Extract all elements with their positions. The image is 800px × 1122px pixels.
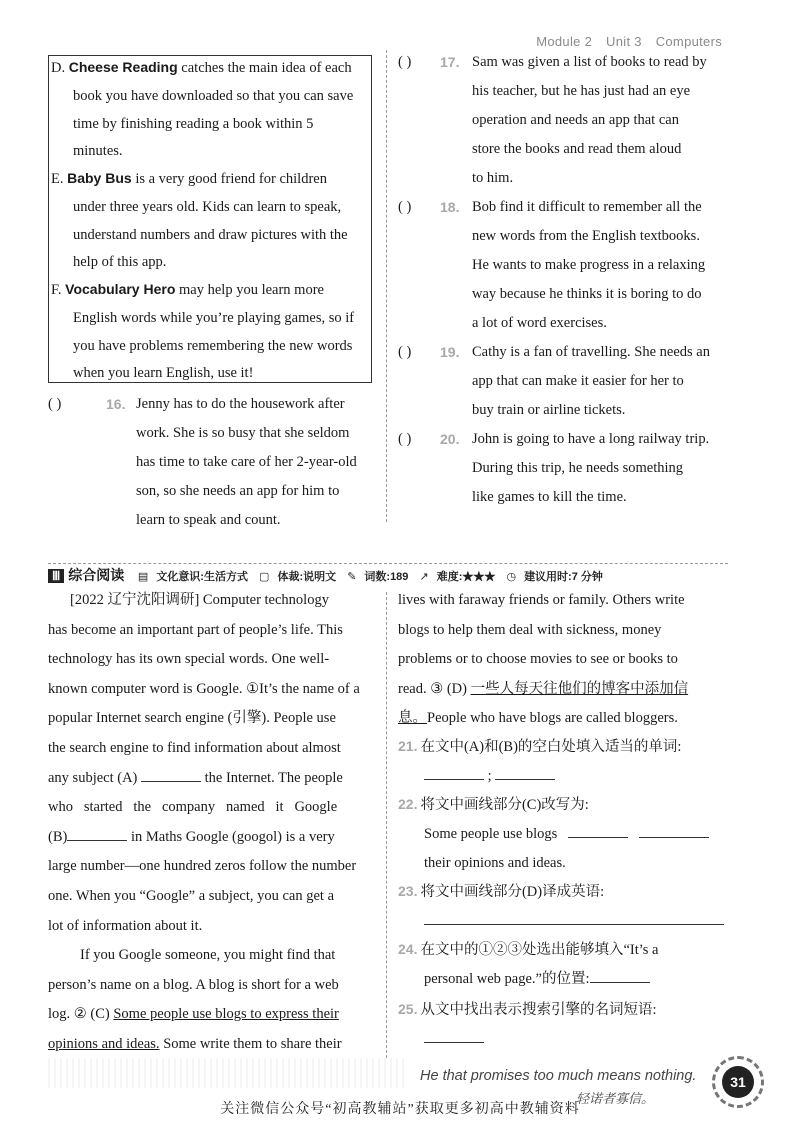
section-header: [48, 565, 603, 585]
doc-icon: ▢: [259, 571, 270, 583]
section-title: 综合阅读: [68, 567, 125, 583]
decorative-pattern: [48, 1058, 408, 1088]
section-meta: ▤ 文化意识:生活方式 ▢ 体裁:说明文 ✎ 词数:189 ↗ 难度:★★★ ◷ 建议用时:7 分钟: [137, 571, 603, 583]
question-18: ( ) 18. Bob find it difficult to remember all the new words from the English textbooks. He wants to make progress in a relaxing way because he thinks it is boring to do a lot of word exercises.: [398, 193, 728, 343]
module-label: Module 2: [536, 34, 593, 49]
underline-d-cont: 息。: [398, 710, 427, 727]
blank-a[interactable]: [141, 767, 201, 782]
answer-bracket[interactable]: ( ): [48, 396, 62, 412]
proverb-chinese: 轻诺者寡信。: [576, 1092, 655, 1107]
answer-25[interactable]: [424, 1028, 484, 1043]
pen-icon: ✎: [347, 571, 357, 583]
underline-c-cont: opinions and ideas.: [48, 1035, 160, 1052]
answer-21b[interactable]: [495, 765, 555, 780]
answer-23[interactable]: [424, 910, 724, 925]
answer-bracket[interactable]: ( ): [398, 344, 412, 360]
answer-bracket[interactable]: ( ): [398, 199, 412, 215]
reading-passage-right: lives with faraway friends or family. Others write blogs to help them deal with sickness, money problems or to choose movies to see or books to read. ③ (D) 一些人每天往他们的博客中添加信 息。People who have blogs are called bloggers.: [398, 592, 689, 727]
answer-24[interactable]: [590, 968, 650, 983]
task-24: 24. 在文中的①②③处选出能够填入“It’s a personal web page.”的位置:: [398, 941, 659, 987]
app-name: Cheese Reading: [68, 59, 178, 75]
book-icon: ▤: [137, 571, 149, 583]
proverb-english: He that promises too much means nothing.: [420, 1068, 697, 1084]
answer-bracket[interactable]: ( ): [398, 431, 412, 447]
reading-passage-left: [2022 辽宁沈阳调研] Computer technology has become an important part of people’s life. This technology has its own special words. One well- known computer word is Google. ①It’s the name of a popular Internet search engine (引擎). People use the search engine to find information about almost any subject (A) the Internet. The people who started the company named it Google (B) in Maths Google (googol) is a very large number—one hundred zeros follow the number one. When you “Google” a subject, you can get a lot of information about it. If you Google someone, you might find that person’s name on a blog. A blog is short for a web log. ② (C) Some people use blogs to express their opinions and ideas. Some write them to share their: [48, 592, 360, 1052]
task-23: 23. 将文中画线部分(D)译成英语:: [398, 877, 728, 936]
question-16: ( ) 16. Jenny has to do the housework after work. She is so busy that she seldom has time to take care of her 2-year-old son, so she needs an app for him to learn to speak and count.: [48, 390, 378, 540]
task-21: 21. 在文中(A)和(B)的空白处填入适当的单词: ;: [398, 738, 682, 784]
section-number: Ⅲ: [48, 569, 64, 583]
page-number: 31: [722, 1066, 754, 1098]
blank-b[interactable]: [67, 826, 127, 841]
column-divider: [386, 50, 387, 522]
question-17: ( ) 17. Sam was given a list of books to read by his teacher, but he has just had an eye operation and needs an app that can store the books and read them aloud to him.: [398, 48, 728, 198]
running-header: [526, 34, 722, 49]
app-name: Vocabulary Hero: [65, 281, 176, 297]
footer-notice: 关注微信公众号“初高教辅站”获取更多初高中教辅资料: [220, 1102, 580, 1117]
question-20: ( ) 20. John is going to have a long railway trip. During this trip, he needs something like games to kill the time.: [398, 425, 728, 515]
option-e: E. Baby Bus is a very good friend for children under three years old. Kids can learn to speak, understand numbers and draw pictures with the help of this app.: [51, 170, 348, 271]
task-22: 22. 将文中画线部分(C)改写为: Some people use blogs their opinions and ideas.: [398, 790, 728, 878]
app-name: Baby Bus: [67, 170, 132, 186]
answer-22b[interactable]: [639, 823, 709, 838]
task-25: 25. 从文中找出表示搜索引擎的名词短语:: [398, 995, 728, 1054]
underline-d: 一些人每天往他们的博客中添加信: [470, 680, 689, 697]
clock-icon: ◷: [506, 571, 517, 583]
question-19: ( ) 19. Cathy is a fan of travelling. She needs an app that can make it easier for her to buy train or airline tickets.: [398, 338, 728, 428]
answer-22a[interactable]: [568, 823, 628, 838]
unit-label: Unit 3: [606, 34, 642, 49]
topic-label: Computers: [655, 34, 722, 49]
column-divider: [386, 592, 387, 1058]
answer-bracket[interactable]: ( ): [398, 54, 412, 70]
chart-icon: ↗: [419, 571, 429, 583]
option-d: D. Cheese Reading catches the main idea of each book you have downloaded so that you can save time by finishing reading a book within 5 minutes.: [51, 59, 354, 160]
answer-21a[interactable]: [424, 765, 484, 780]
option-f: F. Vocabulary Hero may help you learn more English words while you’re playing games, so if you have problems remembering the new words when you learn English, use it!: [51, 281, 355, 382]
underline-c: Some people use blogs to express their: [113, 1006, 339, 1023]
